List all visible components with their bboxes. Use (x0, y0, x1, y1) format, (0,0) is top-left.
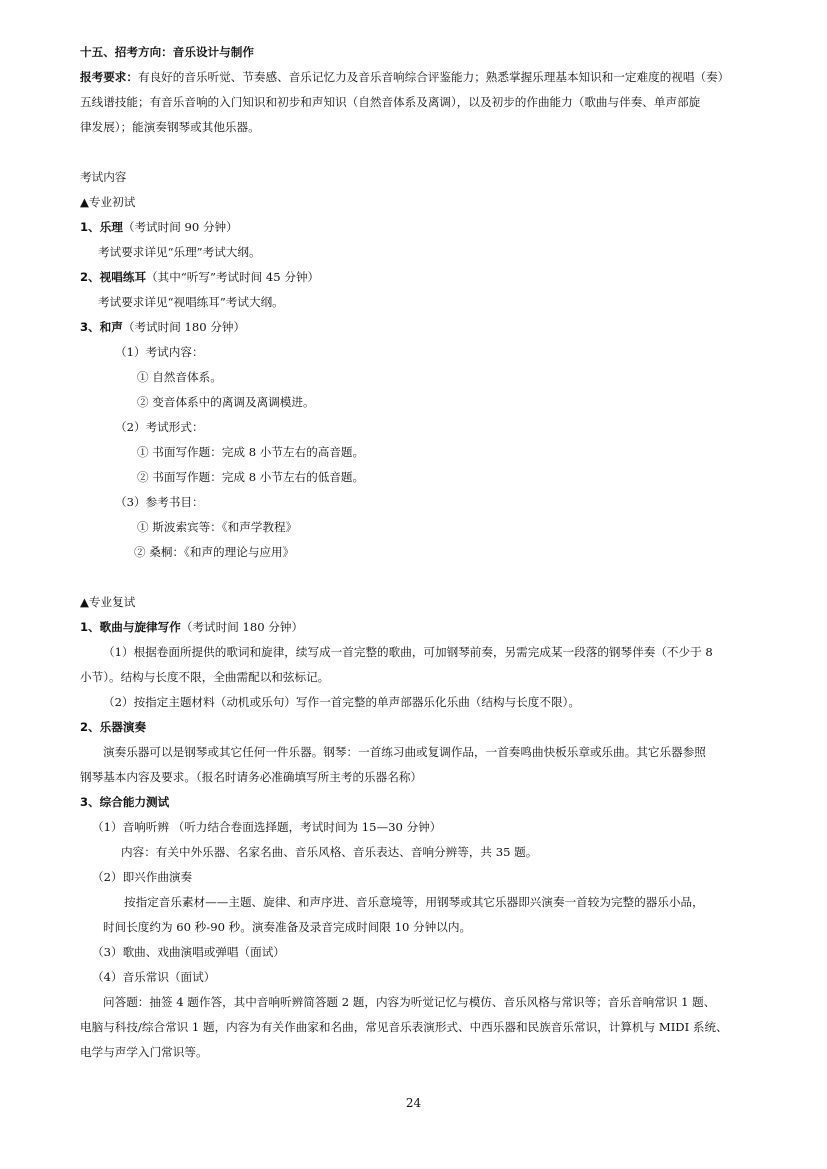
sub-item-1-detail: 内容：有关中外乐器、名家名曲、音乐风格、音乐表达、音响分辨等，共 35 题。 (121, 845, 538, 859)
sub-item-4-line3: 电学与声学入门常识等。 (80, 1045, 208, 1059)
prelim-title: ▲专业初试 (80, 195, 136, 209)
prelim-item-2-note: 考试要求详见“视唱练耳”考试大纲。 (98, 295, 284, 309)
section-heading: 十五、招考方向：音乐设计与制作 (80, 45, 254, 59)
sub-item-1: （1）音响听辨 （听力结合卷面选择题，考试时间为 15—30 分钟） (92, 820, 442, 834)
item-title: 1、乐理 (80, 220, 123, 234)
retest-item-1-p1-line2: 小节）。结构与长度不限，全曲需配以和弦标记。 (80, 670, 330, 684)
requirements-text: 有良好的音乐听觉、节奏感、音乐记忆力及音乐音响综合评鉴能力；熟悉掌握乐理基本知识和一定难度的视唱（奏） (137, 70, 730, 84)
page-number: 24 (405, 1096, 422, 1110)
sub-item-4-line2: 电脑与科技/综合常识 1 题，内容为有关作曲家和名曲，常见音乐表演形式、中西乐器和民族音乐常识，计算机与 MIDI 系统、 (80, 1020, 728, 1034)
sub-item-2-line1: 按指定音乐素材——主题、旋律、和声序进、音乐意境等，用钢琴或其它乐器即兴演奏一首较为完整的器乐小品， (124, 895, 704, 909)
retest-item-2-line1: 演奏乐器可以是钢琴或其它任何一件乐器。钢琴：一首练习曲或复调作品，一首奏鸣曲快板乐章或乐曲。其它乐器参照 (103, 745, 706, 759)
form-item-2: ② 书面写作题：完成 8 小节左右的低音题。 (137, 470, 365, 484)
item-title: 3、和声 (80, 320, 123, 334)
prelim-item-1-note: 考试要求详见“乐理”考试大纲。 (98, 245, 261, 259)
sub-item-4: （4）音乐常识（面试） (92, 970, 216, 984)
sub-item-3: （3）歌曲、戏曲演唱或弹唱（面试） (92, 945, 285, 959)
item-title: 1、歌曲与旋律写作 (80, 620, 181, 634)
sub-item-4-line1: 问答题：抽签 4 题作答，其中音响听辨简答题 2 题，内容为听觉记忆与模仿、音乐风格与常识等；音乐音响常识 1 题、 (103, 995, 716, 1009)
item-title: 2、视唱练耳 (80, 270, 147, 284)
sub-item-2-line2: 时间长度约为 60 秒-90 秒。演奏准备及录音完成时间限 10 分钟以内。 (103, 920, 472, 934)
prelim-item-2 (80, 269, 319, 285)
form-item-1: ① 书面写作题：完成 8 小节左右的高音题。 (137, 445, 365, 459)
sub-item-2: （2）即兴作曲演奏 (92, 870, 193, 884)
ref-item-2: ② 桑桐：《和声的理论与应用》 (134, 545, 295, 559)
exam-content-title: 考试内容 (80, 170, 127, 184)
prelim-item-1 (80, 219, 238, 235)
item-time: （考试时间 180 分钟） (180, 620, 304, 634)
content-item-1: ① 自然音体系。 (137, 370, 222, 384)
retest-item-1-p2: （2）按指定主题材料（动机或乐句）写作一首完整的单声部器乐化乐曲（结构与长度不限）。 (103, 695, 580, 709)
prelim-item-3 (80, 319, 245, 335)
requirements-line-2: 五线谱技能；有音乐音响的入门知识和初步和声知识（自然音体系及离调），以及初步的作曲能力（歌曲与伴奏、单声部旋 (80, 95, 701, 109)
retest-item-3-title: 3、综合能力测试 (80, 795, 170, 809)
ref-item-1: ① 斯波索宾等：《和声学教程》 (137, 520, 298, 534)
item-time: （考试时间 90 分钟） (122, 220, 238, 234)
retest-item-2-title: 2、乐器演奏 (80, 720, 147, 734)
item-time: （其中“听写”考试时间 45 分钟） (146, 270, 320, 284)
ref-label: （3）参考书目： (115, 495, 204, 509)
content-item-2: ② 变音体系中的离调及离调模进。 (137, 395, 315, 409)
retest-title: ▲专业复试 (80, 595, 136, 609)
form-label: （2）考试形式： (115, 420, 204, 434)
retest-item-1-p1-line1: （1）根据卷面所提供的歌词和旋律，续写成一首完整的歌曲，可加钢琴前奏，另需完成某一段落的钢琴伴奏（不少于 8 (103, 645, 713, 659)
content-label: （1）考试内容： (115, 345, 204, 359)
requirements-line-1 (80, 69, 729, 85)
retest-item-2-line2: 钢琴基本内容及要求。（报名时请务必准确填写所主考的乐器名称） (80, 770, 423, 784)
item-time: （考试时间 180 分钟） (122, 320, 246, 334)
requirements-label: 报考要求： (80, 70, 138, 84)
retest-item-1 (80, 619, 303, 635)
requirements-line-3: 律发展）；能演奏钢琴或其他乐器。 (80, 120, 260, 134)
